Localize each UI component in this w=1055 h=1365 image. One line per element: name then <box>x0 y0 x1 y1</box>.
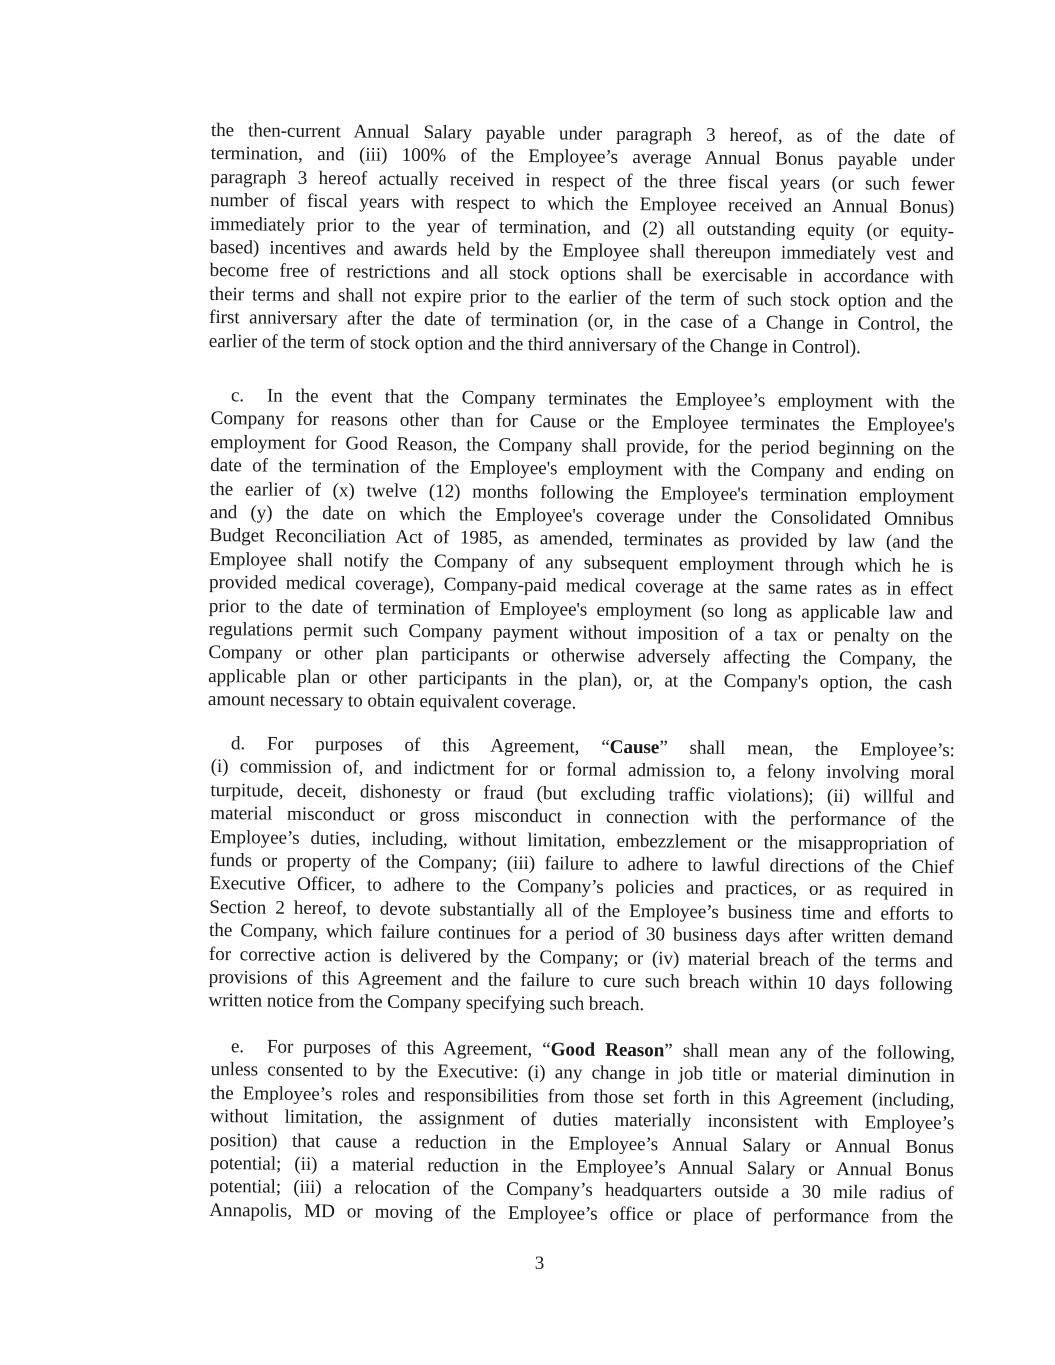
text-line: (i) commission of, and indictment for or formal admission to, a felony involving moral <box>210 756 955 785</box>
text-line: first anniversary after the date of termination (or, in the case of a Change in Control, the <box>208 307 954 336</box>
text-line: employment for Good Reason, the Company shall provide, for the period beginning on the <box>210 431 955 460</box>
paragraph-c <box>208 384 955 719</box>
text-line: their terms and shall not expire prior to the earlier of the term of such stock option and the <box>209 283 954 312</box>
text-line: funds or property of the Company; (iii) failure to adhere to lawful directions of the Chief <box>209 849 954 879</box>
text-segment: For purposes of this Agreement, “ <box>266 1036 551 1061</box>
text-line: immediately prior to the year of termination, and (2) all outstanding equity (or equity- <box>209 213 955 242</box>
page-number: 3 <box>534 1253 545 1274</box>
text-line: the Employee’s roles and responsibilities from those set forth in this Agreement (including, <box>210 1082 955 1111</box>
text-line: applicable plan or other participants in the plan), or, at the Company's option, the cash <box>208 665 953 694</box>
text-segment: ” shall mean, the Employee’s: <box>659 737 955 762</box>
text-line: amount necessary to obtain equivalent coverage. <box>207 689 577 714</box>
text-segment: For purposes of this Agreement, “ <box>266 733 610 758</box>
text-line: without limitation, the assignment of duties materially inconsistent with Employee’s <box>210 1106 955 1135</box>
text-line: unless consented to by the Executive: (i) any change in job title or material diminution in <box>210 1059 955 1088</box>
defined-term-cause: Cause <box>609 736 660 759</box>
text-line: prior to the date of termination of Employee's employment (so long as applicable law and <box>208 595 953 624</box>
text-line: Employee shall notify the Company of any subsequent employment through which he is <box>209 548 954 577</box>
paragraph-d-cause-definition <box>208 732 955 1020</box>
text-line: the then-current Annual Salary payable under paragraph 3 hereof, as of the date of <box>210 119 955 149</box>
text-line: paragraph 3 hereof actually received in respect of the three fiscal years (or such fewer <box>210 166 955 195</box>
text-line: become free of restrictions and all stock options shall be exercisable in accordance with <box>209 260 954 289</box>
text-line: written notice from the Company specifying such breach. <box>208 990 645 1016</box>
text-line: date of the termination of the Employee's employment with the Company and ending on <box>210 455 955 484</box>
paragraph-marker: d. <box>230 733 246 755</box>
text-line: turpitude, deceit, dishonesty or fraud (but excluding traffic violations); (ii) willful and <box>210 779 955 808</box>
paragraph-e-good-reason-definition <box>209 1035 955 1229</box>
text-line: Executive Officer, to adhere to the Company’s policies and practices, or as required in <box>209 873 954 902</box>
text-line: for corrective action is delivered by the Company; or (iv) material breach of the terms and <box>208 943 953 972</box>
text-line: Section 2 hereof, to devote substantially all of the Employee’s business time and efforts to <box>209 896 954 925</box>
text-line: Budget Reconciliation Act of 1985, as amended, terminates as provided by law (and the <box>209 525 954 554</box>
text-line: Company or other plan participants or otherwise adversely affecting the Company, the <box>208 642 953 671</box>
text-line: earlier of the term of stock option and the third anniversary of the Change in Control). <box>208 330 861 358</box>
text-line: number of fiscal years with respect to which the Employee received an Annual Bonus) <box>210 190 955 219</box>
text-line: the earlier of (x) twelve (12) months following the Employee's termination employment <box>209 478 955 507</box>
text-line: position) that cause a reduction in the Employee’s Annual Salary or Annual Bonus <box>209 1129 955 1158</box>
text-line: based) incentives and awards held by the Employee shall thereupon immediately vest and <box>209 236 954 266</box>
text-line: the Company, which failure continues for a period of 30 business days after written demand <box>208 920 954 949</box>
paragraph-marker: e. <box>230 1036 245 1058</box>
text-line: Employee’s duties, including, without limitation, embezzlement or the misappropriation of <box>209 826 955 855</box>
text-line: provisions of this Agreement and the failure to cure such breach within 10 days following <box>208 966 953 996</box>
text-line: material misconduct or gross misconduct in connection with the performance of the <box>210 803 955 832</box>
text-line: and (y) the date on which the Employee's coverage under the Consolidated Omnibus <box>209 501 954 531</box>
text-segment: In the event that the Company terminates the Employee’s employment with the <box>266 385 955 414</box>
paragraph-marker: c. <box>230 385 245 407</box>
text-line: provided medical coverage), Company-paid medical coverage at the same rates as in effect <box>208 572 954 601</box>
paragraph-continuation <box>209 119 955 360</box>
text-line: termination, and (iii) 100% of the Employee’s average Annual Bonus payable under <box>210 143 955 172</box>
text-line: potential; (ii) a material reduction in the Employee’s Annual Salary or Annual Bonus <box>209 1152 954 1182</box>
defined-term-good-reason: Good Reason <box>550 1039 665 1062</box>
text-line: potential; (iii) a relocation of the Company’s headquarters outside a 30 mile radius of <box>209 1176 954 1205</box>
text-line: Company for reasons other than for Cause or the Employee terminates the Employee's <box>210 408 955 437</box>
text-line: Annapolis, MD or moving of the Employee’s office or place of performance from the <box>209 1199 954 1228</box>
text-segment: ” shall mean any of the following, <box>664 1040 955 1065</box>
text-line: regulations permit such Company payment without imposition of a tax or penalty on the <box>208 618 953 648</box>
